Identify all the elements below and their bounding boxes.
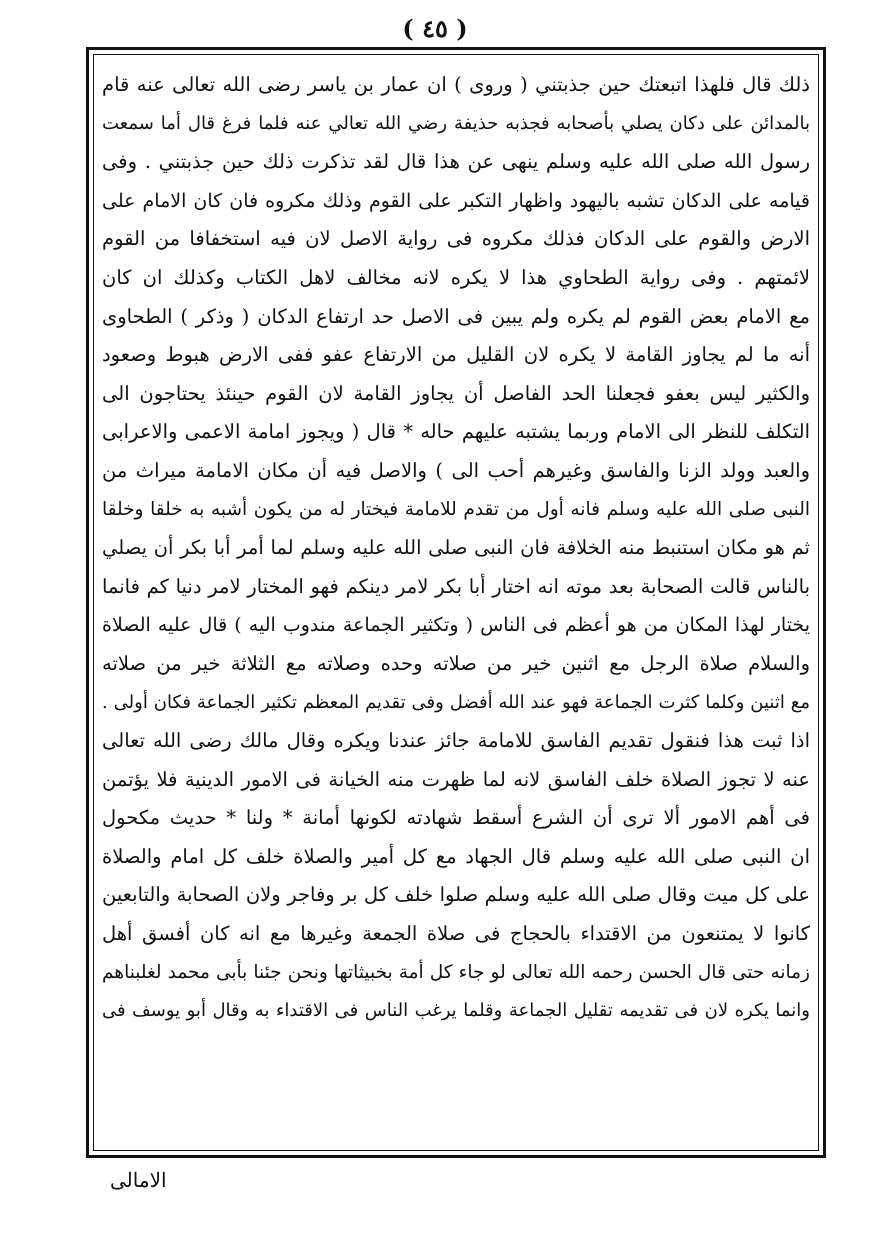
text-line: اذا ثبت هذا فنقول تقديم الفاسق للامامة جائز عندنا ويكره وقال مالك رضى الله تعالى — [102, 729, 810, 753]
text-line: زمانه حتى قال الحسن رحمه الله تعالى لو جاء كل أمة بخبيثاتها ونحن جئنا بأبى محمد لغلبناهم — [102, 961, 810, 983]
text-line: عنه لا تجوز الصلاة خلف الفاسق لانه لما ظهرت منه الخيانة فى الامور الدينية فلا يؤتمن — [102, 767, 810, 791]
text-line: والكثير ليس بعفو فجعلنا الحد الفاصل أن يجاوز القامة لان القوم حينئذ يحتاجون الى — [102, 381, 810, 405]
text-line: النبى صلى الله عليه وسلم فانه أول من تقدم للامامة فيختار له من يكون أشبه به خلقا وخلقا — [102, 498, 810, 520]
text-line: فى أهم الامور ألا ترى أن الشرع أسقط شهادته لكونها أمانة * ولنا * حديث مكحول — [102, 806, 810, 830]
body-text — [102, 66, 810, 1150]
text-line: ان النبى صلى الله عليه وسلم قال الجهاد مع كل أمير والصلاة خلف كل امام والصلاة — [102, 844, 810, 868]
text-line: ثم هو مكان استنبط منه الخلافة فان النبى صلى الله عليه وسلم لما أمر أبا بكر أن يصلي — [102, 536, 810, 560]
text-line: والسلام صلاة الرجل مع اثنين خير من صلاته وحده وصلاته مع الثلاثة خير من صلاته — [102, 651, 810, 675]
text-line: ذلك قال فلهذا اتبعتك حين جذبتني ( وروى ) ان عمار بن ياسر رضى الله تعالى عنه قام — [102, 73, 810, 96]
text-line: وانما يكره لان فى تقديمه تقليل الجماعة وقلما يرغب الناس فى الاقتداء به وقال أبو يوسف فى — [102, 1000, 810, 1022]
text-line: يختار لهذا المكان من هو أعظم فى الناس ( وتكثير الجماعة مندوب اليه ) قال عليه الصلاة — [102, 614, 810, 637]
text-line: التكلف للنظر الى الامام وربما يشتبه عليهم حاله * قال ( ويجوز امامة الاعمى والاعرابى — [102, 420, 810, 444]
text-line: والعبد وولد الزنا والفاسق وغيرهم أحب الى ) والاصل فيه أن مكان الامامة ميراث من — [102, 458, 810, 482]
text-line: بالناس قالت الصحابة بعد موته انه اختار أبا بكر لامر دينكم فهو المختار لامر دنيا كم فانما — [102, 574, 810, 598]
catchword: الامالى — [110, 1168, 167, 1192]
text-line: رسول الله صلى الله عليه وسلم ينهى عن هذا قال لقد تذكرت ذلك حين جذبتني . وفى — [102, 150, 810, 174]
page-number: ( ٤٥ ) — [402, 14, 468, 43]
text-line: أنه ما لم يجاوز القامة لا يكره لان القليل من الارتفاع عفو ففى الارض هبوط وصعود — [102, 343, 810, 367]
text-line: لائمتهم . وفى رواية الطحاوي هذا لا يكره لانه مخالف لاهل الكتاب وكذلك ان كان — [102, 265, 810, 289]
text-line: بالمدائن على دكان يصلي بأصحابه فجذبه حذيفة رضي الله تعالي عنه فلما فرغ قال أما سمعت — [102, 112, 810, 134]
text-line: قيامه على الدكان تشبه باليهود واظهار التكبر على القوم وذلك مكروه فان كان الامام على — [102, 189, 810, 212]
text-line: على كل ميت وقال صلى الله عليه وسلم صلوا خلف كل بر وفاجر ولان الصحابة والتابعين — [102, 883, 810, 907]
text-line: مع اثنين وكلما كثرت الجماعة فهو عند الله أفضل وفى تقديم المعظم تكثير الجماعة فكان أولى . — [102, 691, 810, 713]
text-line: الارض والقوم على الدكان فذلك مكروه فى رواية الاصل لان فيه استخفافا من القوم — [102, 227, 810, 251]
text-line: مع الامام بعض القوم لم يكره ولم يبين فى الاصل حد ارتفاع الدكان ( وذكر ) الطحاوى — [102, 304, 810, 328]
text-line: كانوا لا يمتنعون من الاقتداء بالحجاج فى صلاة الجمعة وغيرها مع انه كان أفسق أهل — [102, 922, 810, 946]
